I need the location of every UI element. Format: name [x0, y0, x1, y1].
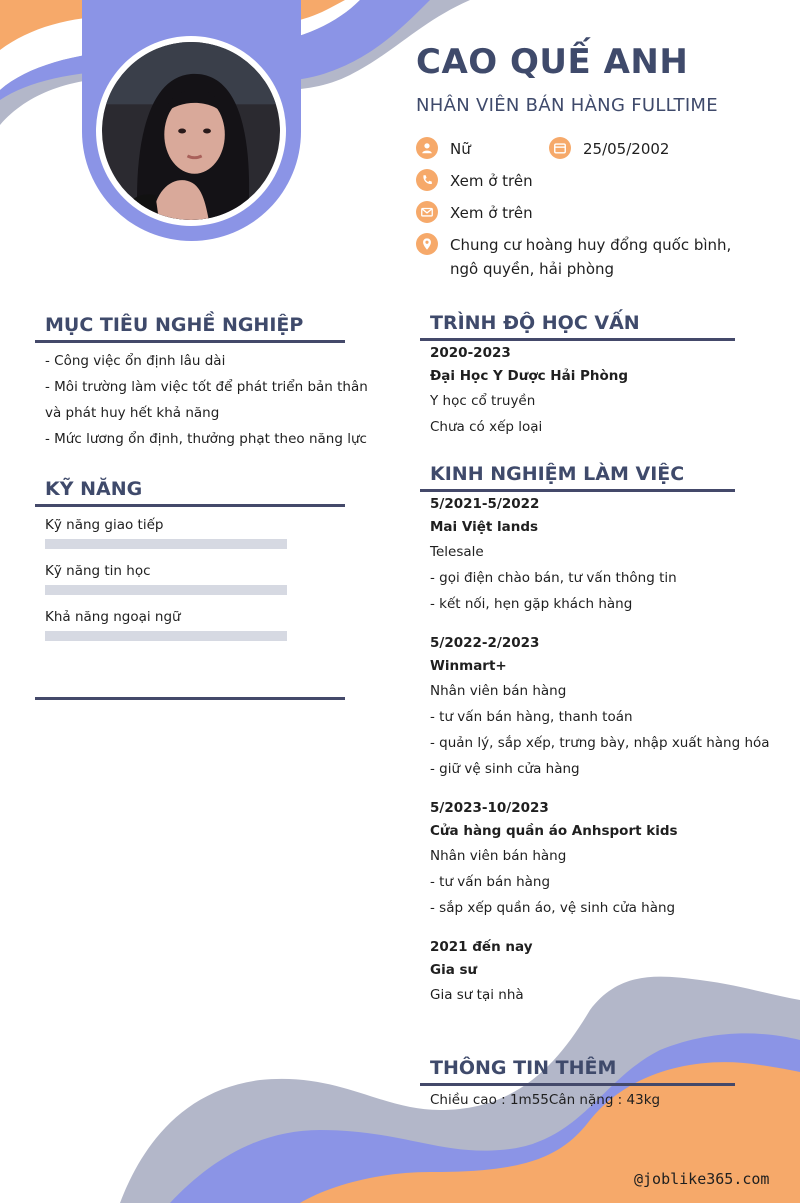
- job-company: Gia sư: [430, 962, 478, 978]
- additional-title: THÔNG TIN THÊM: [430, 1057, 617, 1079]
- education-divider: [420, 338, 735, 341]
- additional-divider: [420, 1083, 735, 1086]
- portrait-image: [102, 42, 280, 220]
- skill-label: Kỹ năng tin học: [45, 563, 151, 579]
- education-school: Đại Học Y Dược Hải Phòng: [430, 368, 629, 384]
- objective-line: - Công việc ổn định lâu dài: [45, 353, 226, 369]
- experience-divider: [420, 489, 735, 492]
- skill-bar: [45, 631, 287, 641]
- gender-value: Nữ: [450, 140, 471, 158]
- location-pin-icon: [416, 233, 438, 255]
- footer-brand[interactable]: @joblike365.com: [634, 1170, 770, 1188]
- skills-divider: [35, 504, 345, 507]
- job-period: 5/2022-2/2023: [430, 635, 540, 651]
- objective-line: - Môi trường làm việc tốt để phát triển bản thân: [45, 379, 368, 395]
- skill-level-fill: [45, 539, 287, 549]
- job-duty: - gọi điện chào bán, tư vấn thông tin: [430, 570, 677, 586]
- job-period: 2021 đến nay: [430, 939, 533, 955]
- objective-title: MỤC TIÊU NGHỀ NGHIỆP: [45, 314, 304, 336]
- user-icon: [416, 137, 438, 159]
- skill-bar: [45, 585, 287, 595]
- job-duty: - sắp xếp quần áo, vệ sinh cửa hàng: [430, 900, 676, 916]
- left-column-end-divider: [35, 697, 345, 700]
- job-position: Nhân viên bán hàng: [430, 683, 567, 699]
- education-period: 2020-2023: [430, 345, 511, 361]
- phone-row: [416, 169, 616, 193]
- job-duty: - kết nối, hẹn gặp khách hàng: [430, 596, 633, 612]
- email-value[interactable]: Xem ở trên: [450, 204, 533, 222]
- phone-value[interactable]: Xem ở trên: [450, 172, 533, 190]
- job-position: Gia sư tại nhà: [430, 987, 524, 1003]
- address-value: Chung cư hoàng huy đổng quốc bình, ngô quyền, hải phòng: [450, 236, 732, 278]
- mail-icon: [416, 201, 438, 223]
- gender-row: [416, 137, 546, 161]
- job-duty: - tư vấn bán hàng, thanh toán: [430, 709, 633, 725]
- job-position: Telesale: [430, 544, 484, 560]
- avatar: [96, 36, 286, 226]
- job-company: Mai Việt lands: [430, 519, 539, 535]
- skill-level-fill: [45, 631, 287, 641]
- birthday-row: [549, 137, 749, 161]
- calendar-icon: [549, 137, 571, 159]
- skill-level-fill: [45, 585, 287, 595]
- address-row: [416, 233, 766, 283]
- job-duty: - quản lý, sắp xếp, trưng bày, nhập xuất hàng hóa: [430, 735, 770, 751]
- job-period: 5/2021-5/2022: [430, 496, 540, 512]
- skill-bar: [45, 539, 287, 549]
- job-company: Cửa hàng quần áo Anhsport kids: [430, 823, 678, 839]
- experience-title: KINH NGHIỆM LÀM VIỆC: [430, 463, 685, 485]
- objective-line: - Mức lương ổn định, thưởng phạt theo năng lực: [45, 431, 367, 447]
- candidate-name: CAO QUẾ ANH: [416, 42, 689, 82]
- job-duty: - giữ vệ sinh cửa hàng: [430, 761, 580, 777]
- objective-line: và phát huy hết khả năng: [45, 405, 220, 421]
- education-major: Y học cổ truyền: [430, 393, 536, 409]
- job-company: Winmart+: [430, 658, 507, 674]
- education-title: TRÌNH ĐỘ HỌC VẤN: [430, 312, 640, 334]
- email-row: [416, 201, 616, 225]
- job-duty: - tư vấn bán hàng: [430, 874, 551, 890]
- objective-divider: [35, 340, 345, 343]
- job-title: NHÂN VIÊN BÁN HÀNG FULLTIME: [416, 95, 718, 116]
- phone-icon: [416, 169, 438, 191]
- education-grade: Chưa có xếp loại: [430, 419, 543, 435]
- job-period: 5/2023-10/2023: [430, 800, 549, 816]
- skill-label: Khả năng ngoại ngữ: [45, 609, 181, 625]
- additional-text: Chiều cao : 1m55Cân nặng : 43kg: [430, 1092, 661, 1108]
- job-position: Nhân viên bán hàng: [430, 848, 567, 864]
- skills-title: KỸ NĂNG: [45, 478, 143, 500]
- skill-label: Kỹ năng giao tiếp: [45, 517, 164, 533]
- birthday-value: 25/05/2002: [583, 140, 670, 158]
